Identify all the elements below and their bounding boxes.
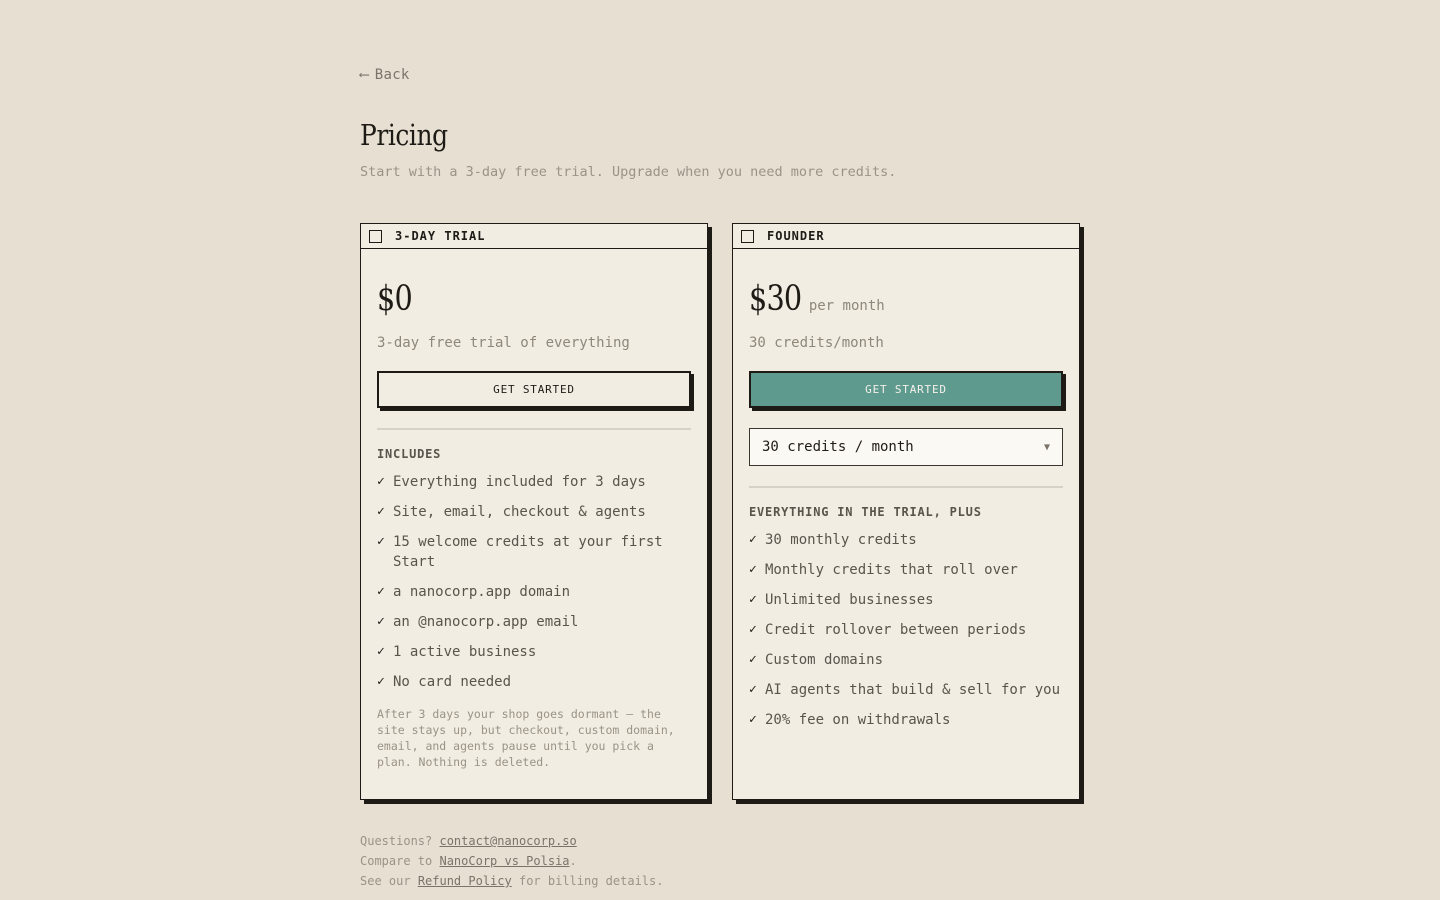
list-item — [377, 612, 691, 632]
footer-questions-line — [360, 831, 663, 851]
get-started-button[interactable]: GET STARTED — [377, 371, 691, 408]
check-icon: ✓ — [749, 712, 757, 727]
plan-card-founder — [732, 223, 1080, 800]
plan-card-header — [361, 224, 707, 249]
chevron-down-icon: ▼ — [1043, 441, 1050, 453]
check-icon: ✓ — [749, 622, 757, 637]
feature-text: Everything included for 3 days — [393, 474, 646, 490]
feature-text: a nanocorp.app domain — [393, 584, 571, 600]
check-icon: ✓ — [749, 532, 757, 547]
get-started-button[interactable]: GET STARTED — [749, 371, 1063, 408]
feature-text: Monthly credits that roll over — [765, 562, 1018, 578]
divider — [749, 486, 1063, 488]
feature-text: 20% fee on withdrawals — [765, 712, 951, 728]
check-icon: ✓ — [377, 584, 385, 599]
list-item — [377, 582, 691, 602]
back-label: Back — [374, 67, 410, 83]
list-item — [749, 680, 1063, 700]
plan-card-header — [733, 224, 1079, 249]
compare-link[interactable]: NanoCorp vs Polsia — [439, 854, 570, 868]
check-icon: ✓ — [377, 504, 385, 519]
plan-name: 3-DAY TRIAL — [395, 229, 486, 243]
footer-text: Questions? — [360, 834, 433, 848]
back-arrow-icon: ⟵ — [360, 67, 369, 83]
feature-text: 30 monthly credits — [765, 532, 917, 548]
footer-refund-line — [360, 871, 663, 891]
footer-text: See our — [360, 874, 411, 888]
section-label: INCLUDES — [377, 447, 442, 461]
list-item — [377, 532, 691, 572]
back-link[interactable] — [360, 67, 410, 83]
list-item — [377, 502, 691, 522]
check-icon: ✓ — [377, 674, 385, 689]
feature-text: No card needed — [393, 674, 512, 690]
check-icon: ✓ — [377, 534, 385, 549]
plan-card-trial — [360, 223, 708, 800]
divider — [377, 428, 691, 430]
plan-price: $30 — [749, 279, 802, 319]
refund-policy-link[interactable]: Refund Policy — [417, 874, 512, 888]
credits-select[interactable] — [749, 428, 1063, 466]
footer-text: for billing details. — [518, 874, 664, 888]
list-item — [749, 620, 1063, 640]
select-plan-checkbox[interactable] — [369, 230, 382, 243]
plan-description: 3-day free trial of everything — [377, 335, 630, 351]
contact-email-link[interactable]: contact@nanocorp.so — [439, 834, 577, 848]
feature-text: Unlimited businesses — [765, 592, 934, 608]
footer-text: . — [569, 854, 577, 868]
page-title: Pricing — [360, 118, 448, 152]
list-item — [377, 672, 691, 692]
page-subtitle: Start with a 3-day free trial. Upgrade when you need more credits. — [360, 164, 897, 180]
plan-description: 30 credits/month — [749, 335, 884, 351]
feature-list — [749, 530, 1063, 730]
feature-text: an @nanocorp.app email — [393, 614, 579, 630]
feature-text: Site, email, checkout & agents — [393, 504, 646, 520]
list-item — [749, 650, 1063, 670]
check-icon: ✓ — [749, 652, 757, 667]
trial-note: After 3 days your shop goes dormant — the site stays up, but checkout, custom domain, email, and agents pause until you pick a plan. Nothing is deleted. — [377, 707, 675, 769]
plan-price: $0 — [377, 279, 412, 319]
check-icon: ✓ — [749, 592, 757, 607]
list-item — [749, 530, 1063, 550]
check-icon: ✓ — [377, 474, 385, 489]
check-icon: ✓ — [377, 614, 385, 629]
credits-select-value: 30 credits / month — [762, 439, 914, 455]
check-icon: ✓ — [749, 682, 757, 697]
list-item — [749, 590, 1063, 610]
section-label: EVERYTHING IN THE TRIAL, PLUS — [749, 505, 982, 519]
list-item — [749, 710, 1063, 730]
select-plan-checkbox[interactable] — [741, 230, 754, 243]
list-item — [377, 472, 691, 492]
list-item — [377, 642, 691, 662]
plan-period: per month — [808, 298, 885, 314]
plan-name: FOUNDER — [767, 229, 825, 243]
feature-text: 1 active business — [393, 644, 537, 660]
feature-list — [377, 472, 691, 692]
feature-text: AI agents that build & sell for you — [765, 682, 1061, 698]
feature-text: Credit rollover between periods — [765, 622, 1027, 638]
feature-text: Custom domains — [765, 652, 884, 668]
footer-compare-line — [360, 851, 663, 871]
footer-text: Compare to — [360, 854, 433, 868]
feature-text: 15 welcome credits at your first Start — [393, 534, 663, 570]
check-icon: ✓ — [749, 562, 757, 577]
footer — [360, 831, 663, 891]
list-item — [749, 560, 1063, 580]
check-icon: ✓ — [377, 644, 385, 659]
